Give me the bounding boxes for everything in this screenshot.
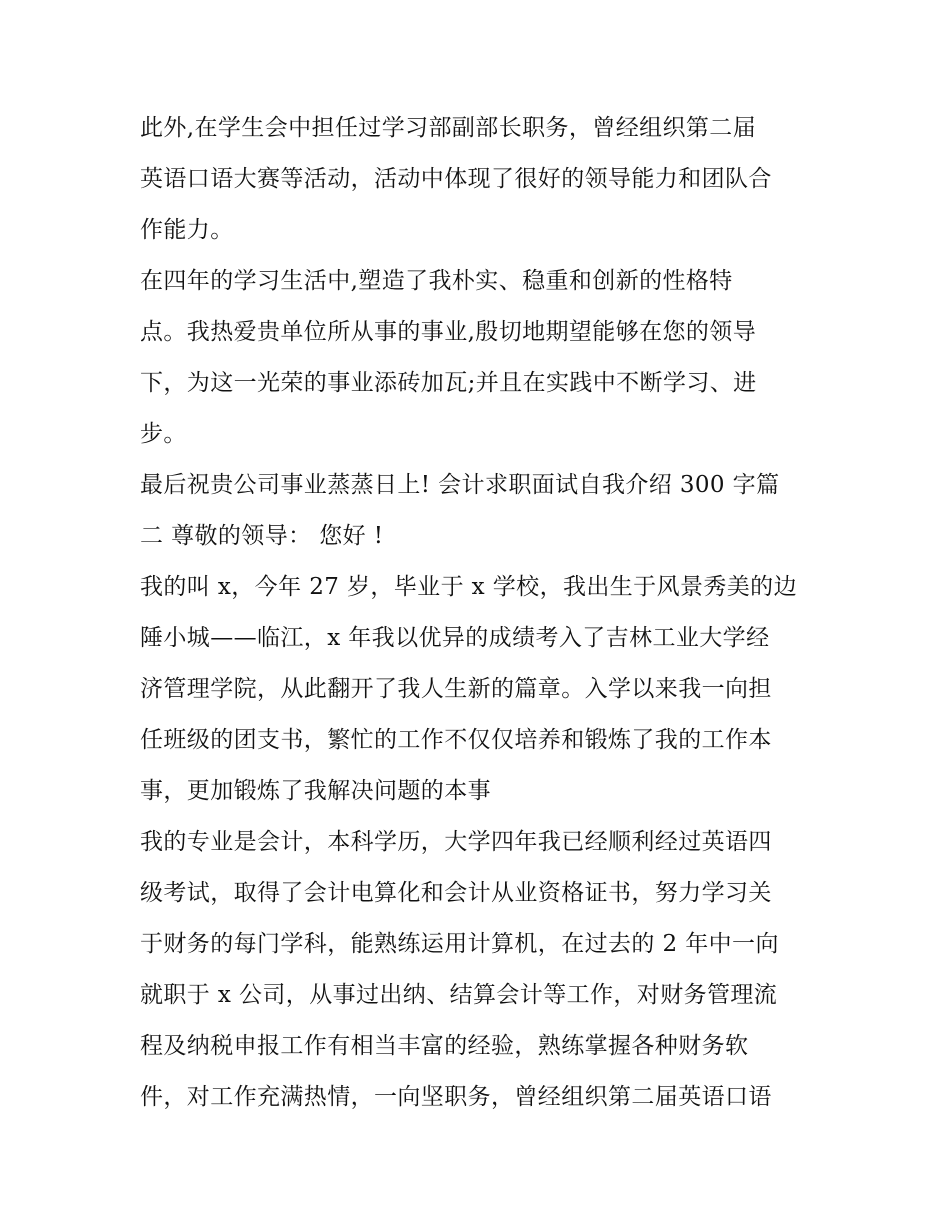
text-line: 我的叫 x，今年 27 岁，毕业于 x 学校，我出生于风景秀美的边 <box>140 574 797 600</box>
text-line: 英语口语大赛等活动，活动中体现了很好的领导能力和团队合 <box>140 166 772 192</box>
text-line: 最后祝贵公司事业蒸蒸日上! 会计求职面试自我介绍 300 字篇 <box>140 472 780 498</box>
text-line: 就职于 x 公司，从事过出纳、结算会计等工作，对财务管理流 <box>140 982 778 1008</box>
text-line: 件，对工作充满热情，一向坚职务，曾经组织第二届英语口语 <box>140 1084 772 1110</box>
text-line: 我的专业是会计，本科学历，大学四年我已经顺利经过英语四 <box>140 829 772 855</box>
text-line: 点。我热爱贵单位所从事的事业,殷切地期望能够在您的领导 <box>140 319 757 345</box>
text-line: 步。 <box>140 421 187 447</box>
text-line: 下，为这一光荣的事业添砖加瓦;并且在实践中不断学习、进 <box>140 370 757 396</box>
text-line: 济管理学院，从此翻开了我人生新的篇章。入学以来我一向担 <box>140 676 772 702</box>
text-line: 级考试，取得了会计电算化和会计从业资格证书，努力学习关 <box>140 880 772 906</box>
text-line: 在四年的学习生活中,塑造了我朴实、稳重和创新的性格特 <box>140 268 733 294</box>
text-line: 二 尊敬的领导： 您好 ! <box>140 523 384 549</box>
text-line: 任班级的团支书，繁忙的工作不仅仅培养和锻炼了我的工作本 <box>140 727 772 753</box>
text-line: 事，更加锻炼了我解决问题的本事 <box>140 778 491 804</box>
text-line: 作能力。 <box>140 217 234 243</box>
text-line: 此外,在学生会中担任过学习部副部长职务，曾经组织第二届 <box>140 115 757 141</box>
text-line: 于财务的每门学科，能熟练运用计算机，在过去的 2 年中一向 <box>140 931 779 957</box>
text-line: 陲小城——临江，x 年我以优异的成绩考入了吉林工业大学经 <box>140 625 770 651</box>
text-line: 程及纳税申报工作有相当丰富的经验，熟练掌握各种财务软 <box>140 1033 749 1059</box>
